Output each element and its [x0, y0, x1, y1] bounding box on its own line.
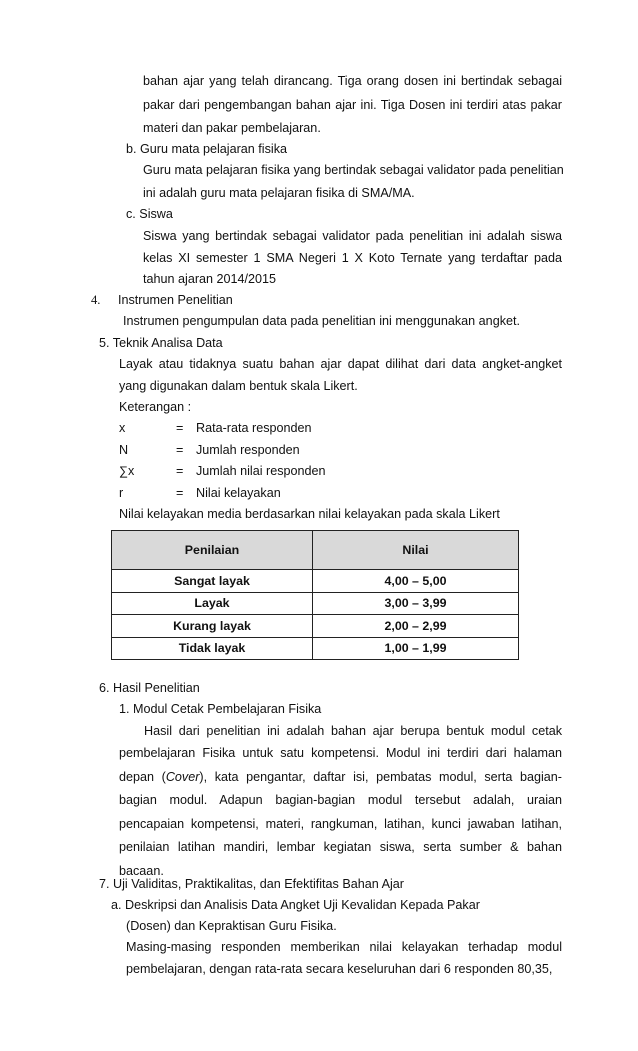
paragraph-line: kelas XI semester 1 SMA Negeri 1 X Koto Ternate yang terdaftar pada	[143, 251, 562, 265]
paragraph-line: ini adalah guru mata pelajaran fisika di SMA/MA.	[143, 186, 415, 200]
legend-symbol: ∑x	[119, 464, 135, 478]
legend-description: Nilai kelayakan	[196, 486, 281, 500]
paragraph-line: pakar dari pengembangan bahan ajar ini. Tiga Dosen ini terdiri atas pakar	[143, 98, 562, 112]
section-title: 5. Teknik Analisa Data	[99, 336, 223, 350]
table-row	[112, 592, 519, 615]
paragraph-line: penilaian latihan mandiri, lembar kegiatan siswa, serta sumber & bahan	[119, 840, 562, 854]
paragraph-line: materi dan pakar pembelajaran.	[143, 121, 321, 135]
paragraph-line: pembelajaran, dengan rata-rata secara keseluruhan dari 6 responden 80,35,	[126, 962, 553, 976]
paragraph-line: Layak atau tidaknya suatu bahan ajar dapat dilihat dari data angket-angket	[119, 357, 562, 371]
subsection-title: 1. Modul Cetak Pembelajaran Fisika	[119, 702, 322, 716]
table-cell: Tidak layak	[112, 637, 313, 660]
paragraph-line: pembelajaran Fisika untuk satu kompetensi. Modul ini terdiri dari halaman	[119, 746, 562, 760]
paragraph-line: pencapaian kompetensi, materi, rangkuman, latihan, kunci jawaban latihan,	[119, 817, 562, 831]
table-cell: 4,00 – 5,00	[313, 570, 519, 593]
paragraph-line: bagian modul. Adapun bagian-bagian modul tersebut adalah, uraian	[119, 793, 562, 807]
legend-symbol: r	[119, 486, 124, 500]
legend-equals: =	[176, 421, 184, 435]
paragraph-line: Hasil dari penelitian ini adalah bahan ajar berupa bentuk modul cetak	[144, 724, 562, 738]
section-number: 4.	[91, 293, 101, 307]
table-row	[112, 615, 519, 638]
paragraph-line: bahan ajar yang telah dirancang. Tiga orang dosen ini bertindak sebagai	[143, 74, 562, 88]
rating-table	[111, 530, 519, 660]
legend-equals: =	[176, 443, 184, 457]
table-header-row	[112, 531, 519, 570]
table-cell: 1,00 – 1,99	[313, 637, 519, 660]
paragraph-line: bacaan.	[119, 864, 164, 878]
table-cell: 3,00 – 3,99	[313, 592, 519, 615]
section-title: Instrumen Penelitian	[118, 293, 233, 307]
list-item-c: c. Siswa	[126, 207, 173, 221]
paragraph-line: Masing-masing responden memberikan nilai kelayakan terhadap modul	[126, 940, 562, 954]
table-header-cell: Nilai	[313, 531, 519, 570]
table-header-cell: Penilaian	[112, 531, 313, 570]
section-title: 7. Uji Validitas, Praktikalitas, dan Efektifitas Bahan Ajar	[99, 877, 404, 891]
paragraph-line: Instrumen pengumpulan data pada penelitian ini menggunakan angket.	[123, 314, 520, 328]
paragraph-line: Keterangan :	[119, 400, 192, 414]
table-cell: Layak	[112, 592, 313, 615]
legend-symbol: x	[119, 421, 126, 435]
subsection-title: (Dosen) dan Kepraktisan Guru Fisika.	[126, 919, 337, 933]
paragraph-line: Siswa yang bertindak sebagai validator pada penelitian ini adalah siswa	[143, 229, 562, 243]
legend-description: Jumlah responden	[196, 443, 300, 457]
legend-description: Rata-rata responden	[196, 421, 312, 435]
paragraph-line: depan (Cover), kata pengantar, daftar isi, pembatas modul, serta bagian-	[119, 770, 562, 784]
table-caption: Nilai kelayakan media berdasarkan nilai kelayakan pada skala Likert	[119, 507, 500, 521]
table-cell: 2,00 – 2,99	[313, 615, 519, 638]
subsection-title: a. Deskripsi dan Analisis Data Angket Uji Kevalidan Kepada Pakar	[111, 898, 480, 912]
paragraph-line: yang digunakan dalam bentuk skala Likert.	[119, 379, 358, 393]
paragraph-line: Guru mata pelajaran fisika yang bertindak sebagai validator pada penelitian	[143, 163, 564, 177]
legend-symbol: N	[119, 443, 129, 457]
legend-equals: =	[176, 464, 184, 478]
table-row	[112, 570, 519, 593]
table-row	[112, 637, 519, 660]
legend-description: Jumlah nilai responden	[196, 464, 326, 478]
section-title: 6. Hasil Penelitian	[99, 681, 200, 695]
list-item-b: b. Guru mata pelajaran fisika	[126, 142, 288, 156]
paragraph-line: tahun ajaran 2014/2015	[143, 272, 277, 286]
table-cell: Sangat layak	[112, 570, 313, 593]
table-cell: Kurang layak	[112, 615, 313, 638]
legend-equals: =	[176, 486, 184, 500]
